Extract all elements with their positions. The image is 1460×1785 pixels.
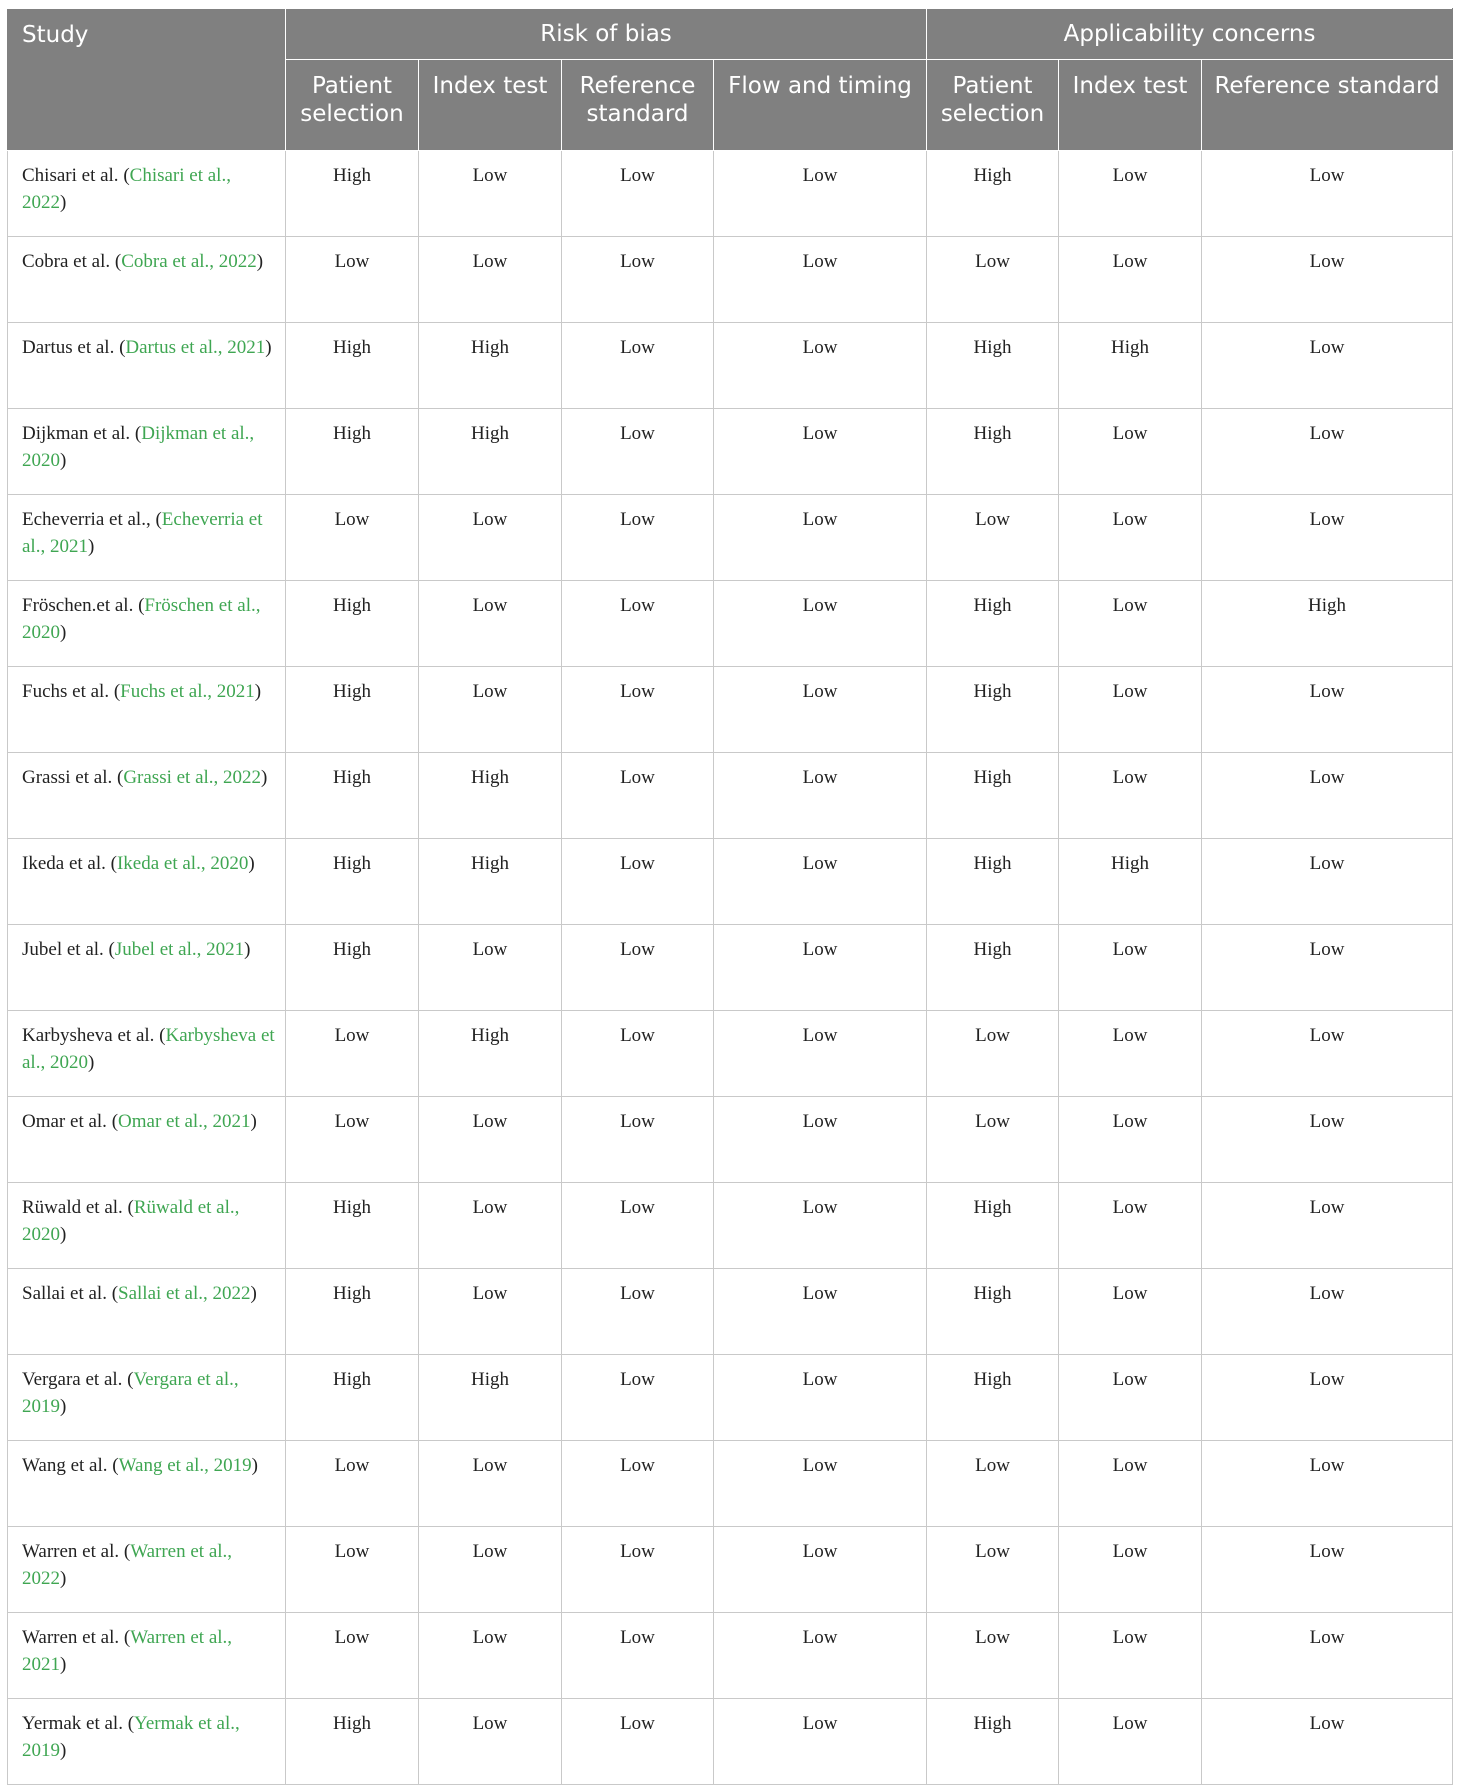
table-row <box>8 409 1453 495</box>
citation-link[interactable]: Jubel et al., 2021 <box>114 939 245 960</box>
table-row <box>8 1613 1453 1699</box>
cell-ac-index-test: High <box>1059 323 1202 409</box>
study-name: Karbysheva et al. <box>22 1025 155 1046</box>
study-cell: Warren et al. (Warren et al., 2021) <box>8 1613 286 1699</box>
cell-ac-patient-selection: High <box>927 581 1059 667</box>
study-cell: Dijkman et al. (Dijkman et al., 2020) <box>8 409 286 495</box>
cell-ac-index-test: Low <box>1059 667 1202 753</box>
cell-ac-index-test: Low <box>1059 237 1202 323</box>
cell-rob-patient-selection: High <box>286 1355 419 1441</box>
header-ac-reference-standard: Reference standard <box>1202 60 1453 151</box>
cell-ac-reference-standard: Low <box>1202 1011 1453 1097</box>
cell-ac-reference-standard: Low <box>1202 1441 1453 1527</box>
study-name: Yermak et al. <box>22 1713 123 1734</box>
study-cell: Rüwald et al. (Rüwald et al., 2020) <box>8 1183 286 1269</box>
cell-rob-flow-and-timing: Low <box>714 237 927 323</box>
study-name: Rüwald et al. <box>22 1197 123 1218</box>
cell-ac-index-test: Low <box>1059 151 1202 237</box>
cell-rob-index-test: Low <box>419 667 562 753</box>
cell-rob-index-test: Low <box>419 237 562 323</box>
citation-link[interactable]: Warren et al., 2022 <box>22 1541 233 1589</box>
cell-rob-reference-standard: Low <box>562 409 714 495</box>
study-cell: Cobra et al. (Cobra et al., 2022) <box>8 237 286 323</box>
study-name: Omar et al. <box>22 1111 107 1132</box>
cell-rob-reference-standard: Low <box>562 1527 714 1613</box>
citation-link[interactable]: Vergara et al., 2019 <box>22 1369 239 1417</box>
cell-ac-index-test: Low <box>1059 1183 1202 1269</box>
cell-rob-reference-standard: Low <box>562 495 714 581</box>
cell-ac-reference-standard: Low <box>1202 1355 1453 1441</box>
header-rob-index-test: Index test <box>419 60 562 151</box>
cell-rob-index-test: High <box>419 409 562 495</box>
study-cell: Grassi et al. (Grassi et al., 2022) <box>8 753 286 839</box>
cell-rob-index-test: Low <box>419 581 562 667</box>
cell-ac-reference-standard: Low <box>1202 323 1453 409</box>
table-row <box>8 1183 1453 1269</box>
cell-rob-flow-and-timing: Low <box>714 151 927 237</box>
study-cell: Wang et al. (Wang et al., 2019) <box>8 1441 286 1527</box>
cell-rob-index-test: Low <box>419 1441 562 1527</box>
study-cell: Fuchs et al. (Fuchs et al., 2021) <box>8 667 286 753</box>
header-study: Study <box>8 9 286 151</box>
cell-rob-index-test: High <box>419 753 562 839</box>
table-row <box>8 1097 1453 1183</box>
cell-rob-flow-and-timing: Low <box>714 581 927 667</box>
study-name: Chisari et al. <box>22 165 119 186</box>
study-cell: Sallai et al. (Sallai et al., 2022) <box>8 1269 286 1355</box>
cell-rob-flow-and-timing: Low <box>714 323 927 409</box>
cell-rob-patient-selection: High <box>286 1699 419 1785</box>
cell-ac-index-test: Low <box>1059 1699 1202 1785</box>
study-cell: Dartus et al. (Dartus et al., 2021) <box>8 323 286 409</box>
cell-rob-reference-standard: Low <box>562 753 714 839</box>
cell-ac-index-test: Low <box>1059 1355 1202 1441</box>
study-name: Warren et al. <box>22 1541 120 1562</box>
cell-rob-flow-and-timing: Low <box>714 925 927 1011</box>
cell-ac-reference-standard: Low <box>1202 1183 1453 1269</box>
cell-rob-index-test: Low <box>419 925 562 1011</box>
cell-ac-reference-standard: Low <box>1202 1613 1453 1699</box>
cell-rob-patient-selection: High <box>286 1269 419 1355</box>
cell-rob-reference-standard: Low <box>562 1011 714 1097</box>
citation-link[interactable]: Dijkman et al., 2020 <box>22 423 255 471</box>
cell-ac-index-test: Low <box>1059 1441 1202 1527</box>
cell-ac-patient-selection: High <box>927 409 1059 495</box>
table-row <box>8 1269 1453 1355</box>
study-cell: Ikeda et al. (Ikeda et al., 2020) <box>8 839 286 925</box>
cell-ac-patient-selection: High <box>927 839 1059 925</box>
cell-ac-reference-standard: Low <box>1202 409 1453 495</box>
study-cell: Karbysheva et al. (Karbysheva et al., 2020) <box>8 1011 286 1097</box>
quadas-table <box>7 8 1453 1785</box>
cell-ac-patient-selection: Low <box>927 1097 1059 1183</box>
header-rob-reference-standard: Reference standard <box>562 60 714 151</box>
cell-ac-patient-selection: High <box>927 323 1059 409</box>
study-cell: Fröschen.et al. (Fröschen et al., 2020) <box>8 581 286 667</box>
study-name: Ikeda et al. <box>22 853 106 874</box>
table-row <box>8 151 1453 237</box>
cell-rob-flow-and-timing: Low <box>714 839 927 925</box>
cell-rob-index-test: Low <box>419 1097 562 1183</box>
table-row <box>8 753 1453 839</box>
cell-rob-index-test: Low <box>419 1269 562 1355</box>
cell-ac-reference-standard: Low <box>1202 925 1453 1011</box>
cell-rob-flow-and-timing: Low <box>714 1183 927 1269</box>
citation-link[interactable]: Echeverria et al., 2021 <box>22 509 263 557</box>
cell-ac-index-test: Low <box>1059 753 1202 839</box>
cell-rob-flow-and-timing: Low <box>714 1527 927 1613</box>
cell-rob-flow-and-timing: Low <box>714 753 927 839</box>
cell-ac-patient-selection: High <box>927 1183 1059 1269</box>
cell-rob-patient-selection: High <box>286 839 419 925</box>
cell-rob-patient-selection: High <box>286 581 419 667</box>
cell-ac-reference-standard: Low <box>1202 237 1453 323</box>
table-row <box>8 1527 1453 1613</box>
study-cell: Echeverria et al., (Echeverria et al., 2021) <box>8 495 286 581</box>
citation-link[interactable]: Ikeda et al., 2020 <box>116 853 249 874</box>
cell-rob-reference-standard: Low <box>562 323 714 409</box>
cell-rob-patient-selection: Low <box>286 237 419 323</box>
cell-rob-reference-standard: Low <box>562 1269 714 1355</box>
cell-rob-patient-selection: Low <box>286 1011 419 1097</box>
cell-ac-index-test: High <box>1059 839 1202 925</box>
table-row <box>8 495 1453 581</box>
citation-link[interactable]: Yermak et al., 2019 <box>22 1713 240 1761</box>
cell-rob-reference-standard: Low <box>562 1183 714 1269</box>
cell-rob-index-test: Low <box>419 1699 562 1785</box>
cell-rob-reference-standard: Low <box>562 1699 714 1785</box>
cell-ac-index-test: Low <box>1059 1097 1202 1183</box>
study-cell: Jubel et al. (Jubel et al., 2021) <box>8 925 286 1011</box>
citation-link[interactable]: Warren et al., 2021 <box>22 1627 233 1675</box>
study-name: Jubel et al. <box>22 939 104 960</box>
cell-ac-index-test: Low <box>1059 581 1202 667</box>
table-row <box>8 581 1453 667</box>
citation-link[interactable]: Dartus et al., 2021 <box>125 337 266 358</box>
quadas-table-container <box>7 8 1452 1785</box>
header-applicability-concerns: Applicability concerns <box>927 9 1453 60</box>
cell-rob-index-test: Low <box>419 495 562 581</box>
cell-ac-reference-standard: Low <box>1202 1527 1453 1613</box>
table-row <box>8 323 1453 409</box>
cell-ac-patient-selection: Low <box>927 1011 1059 1097</box>
cell-rob-index-test: High <box>419 1355 562 1441</box>
cell-ac-patient-selection: Low <box>927 495 1059 581</box>
cell-ac-reference-standard: Low <box>1202 753 1453 839</box>
cell-rob-patient-selection: Low <box>286 1613 419 1699</box>
citation-link[interactable]: Wang et al., 2019 <box>118 1455 252 1476</box>
cell-ac-patient-selection: High <box>927 667 1059 753</box>
citation-link[interactable]: Omar et al., 2021 <box>118 1111 251 1132</box>
cell-ac-reference-standard: Low <box>1202 1269 1453 1355</box>
table-row <box>8 237 1453 323</box>
study-cell: Warren et al. (Warren et al., 2022) <box>8 1527 286 1613</box>
cell-ac-reference-standard: Low <box>1202 495 1453 581</box>
study-cell: Chisari et al. (Chisari et al., 2022) <box>8 151 286 237</box>
cell-rob-flow-and-timing: Low <box>714 667 927 753</box>
cell-rob-reference-standard: Low <box>562 581 714 667</box>
table-row <box>8 1355 1453 1441</box>
cell-ac-patient-selection: Low <box>927 1527 1059 1613</box>
study-name: Vergara et al. <box>22 1369 123 1390</box>
cell-ac-patient-selection: Low <box>927 237 1059 323</box>
cell-rob-patient-selection: Low <box>286 1097 419 1183</box>
study-name: Echeverria et al., <box>22 509 151 530</box>
cell-rob-flow-and-timing: Low <box>714 495 927 581</box>
citation-link[interactable]: Fuchs et al., 2021 <box>120 681 255 702</box>
cell-ac-index-test: Low <box>1059 409 1202 495</box>
cell-ac-patient-selection: Low <box>927 1613 1059 1699</box>
header-rob-patient-selection: Patient selection <box>286 60 419 151</box>
study-name: Fröschen.et al. <box>22 595 134 616</box>
cell-ac-index-test: Low <box>1059 1269 1202 1355</box>
study-cell: Yermak et al. (Yermak et al., 2019) <box>8 1699 286 1785</box>
cell-ac-index-test: Low <box>1059 925 1202 1011</box>
cell-rob-flow-and-timing: Low <box>714 1269 927 1355</box>
cell-ac-index-test: Low <box>1059 1613 1202 1699</box>
cell-rob-reference-standard: Low <box>562 1097 714 1183</box>
study-name: Wang et al. <box>22 1455 108 1476</box>
study-name: Sallai et al. <box>22 1283 107 1304</box>
citation-link[interactable]: Karbysheva et al., 2020 <box>22 1025 275 1073</box>
study-name: Fuchs et al. <box>22 681 110 702</box>
cell-rob-flow-and-timing: Low <box>714 1355 927 1441</box>
cell-rob-patient-selection: High <box>286 1183 419 1269</box>
cell-rob-flow-and-timing: Low <box>714 1011 927 1097</box>
cell-rob-reference-standard: Low <box>562 1355 714 1441</box>
cell-ac-patient-selection: High <box>927 1699 1059 1785</box>
cell-rob-patient-selection: Low <box>286 1527 419 1613</box>
cell-rob-patient-selection: Low <box>286 1441 419 1527</box>
study-cell: Vergara et al. (Vergara et al., 2019) <box>8 1355 286 1441</box>
table-row <box>8 667 1453 753</box>
cell-rob-index-test: High <box>419 839 562 925</box>
cell-ac-patient-selection: High <box>927 151 1059 237</box>
cell-rob-patient-selection: Low <box>286 495 419 581</box>
cell-ac-reference-standard: Low <box>1202 1097 1453 1183</box>
cell-ac-patient-selection: High <box>927 753 1059 839</box>
cell-rob-patient-selection: High <box>286 151 419 237</box>
cell-ac-reference-standard: Low <box>1202 151 1453 237</box>
citation-link[interactable]: Sallai et al., 2022 <box>118 1283 251 1304</box>
cell-rob-reference-standard: Low <box>562 839 714 925</box>
citation-link[interactable]: Cobra et al., 2022 <box>121 251 257 272</box>
cell-rob-flow-and-timing: Low <box>714 1613 927 1699</box>
cell-rob-index-test: Low <box>419 151 562 237</box>
cell-rob-reference-standard: Low <box>562 1441 714 1527</box>
cell-rob-flow-and-timing: Low <box>714 1441 927 1527</box>
cell-rob-patient-selection: High <box>286 323 419 409</box>
cell-ac-patient-selection: High <box>927 925 1059 1011</box>
cell-rob-reference-standard: Low <box>562 151 714 237</box>
cell-ac-reference-standard: Low <box>1202 839 1453 925</box>
cell-ac-reference-standard: Low <box>1202 667 1453 753</box>
cell-ac-patient-selection: High <box>927 1269 1059 1355</box>
table-row <box>8 839 1453 925</box>
cell-rob-index-test: High <box>419 323 562 409</box>
citation-link[interactable]: Fröschen et al., 2020 <box>22 595 261 643</box>
cell-ac-reference-standard: High <box>1202 581 1453 667</box>
cell-rob-patient-selection: High <box>286 753 419 839</box>
study-name: Dartus et al. <box>22 337 115 358</box>
study-cell: Omar et al. (Omar et al., 2021) <box>8 1097 286 1183</box>
table-header <box>8 9 1453 151</box>
cell-rob-index-test: Low <box>419 1613 562 1699</box>
study-name: Grassi et al. <box>22 767 113 788</box>
study-name: Cobra et al. <box>22 251 111 272</box>
citation-link[interactable]: Grassi et al., 2022 <box>123 767 262 788</box>
cell-ac-patient-selection: High <box>927 1355 1059 1441</box>
header-risk-of-bias: Risk of bias <box>286 9 927 60</box>
cell-rob-patient-selection: High <box>286 667 419 753</box>
table-body <box>8 151 1453 1785</box>
citation-link[interactable]: Rüwald et al., 2020 <box>22 1197 240 1245</box>
cell-rob-index-test: Low <box>419 1527 562 1613</box>
cell-rob-flow-and-timing: Low <box>714 409 927 495</box>
cell-ac-patient-selection: Low <box>927 1441 1059 1527</box>
study-name: Dijkman et al. <box>22 423 131 444</box>
cell-ac-reference-standard: Low <box>1202 1699 1453 1785</box>
cell-rob-reference-standard: Low <box>562 1613 714 1699</box>
table-row <box>8 1441 1453 1527</box>
cell-rob-index-test: High <box>419 1011 562 1097</box>
cell-rob-reference-standard: Low <box>562 237 714 323</box>
table-row <box>8 925 1453 1011</box>
cell-rob-reference-standard: Low <box>562 925 714 1011</box>
cell-rob-flow-and-timing: Low <box>714 1097 927 1183</box>
cell-rob-patient-selection: High <box>286 409 419 495</box>
citation-link[interactable]: Chisari et al., 2022 <box>22 165 231 213</box>
cell-rob-reference-standard: Low <box>562 667 714 753</box>
header-ac-index-test: Index test <box>1059 60 1202 151</box>
cell-rob-patient-selection: High <box>286 925 419 1011</box>
header-ac-patient-selection: Patient selection <box>927 60 1059 151</box>
study-name: Warren et al. <box>22 1627 120 1648</box>
cell-ac-index-test: Low <box>1059 1527 1202 1613</box>
cell-rob-index-test: Low <box>419 1183 562 1269</box>
header-rob-flow-and-timing: Flow and timing <box>714 60 927 151</box>
table-row <box>8 1011 1453 1097</box>
cell-ac-index-test: Low <box>1059 1011 1202 1097</box>
cell-ac-index-test: Low <box>1059 495 1202 581</box>
cell-rob-flow-and-timing: Low <box>714 1699 927 1785</box>
table-row <box>8 1699 1453 1785</box>
